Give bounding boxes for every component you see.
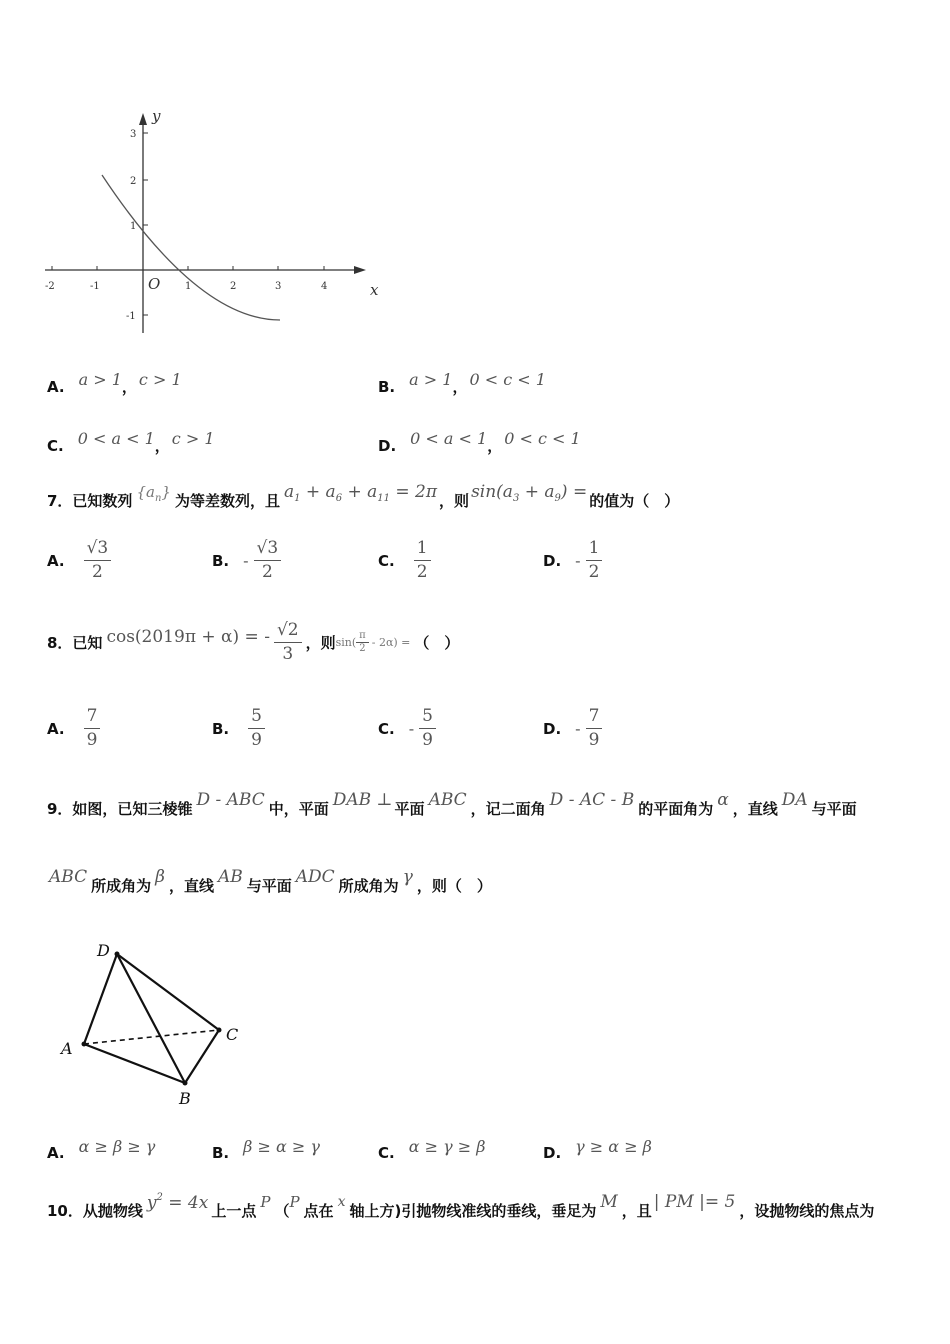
- q7-cond-part: a: [283, 482, 295, 502]
- q9-text: ，直线: [168, 876, 214, 895]
- fraction-denominator: 2: [416, 562, 428, 582]
- q9-option-c[interactable]: [378, 1130, 486, 1162]
- q7-cond-part: + a: [347, 482, 378, 502]
- comma: ，: [452, 378, 468, 396]
- q9-text: 平面: [394, 799, 425, 818]
- vertex-d: [115, 952, 120, 957]
- option-label: C.: [378, 719, 395, 738]
- option-expr: α ≥ γ ≥ β: [408, 1136, 486, 1156]
- function-curve: [102, 175, 280, 320]
- option-sign: -: [575, 719, 581, 738]
- option-sign: -: [575, 551, 581, 570]
- q7-option-c[interactable]: [378, 540, 431, 581]
- q8-expr-left: sin(: [335, 636, 357, 649]
- x-axis-arrow: [354, 266, 366, 274]
- option-fraction: [84, 540, 112, 581]
- option-expr: α ≥ β ≥ γ: [78, 1136, 156, 1156]
- q9-text: 与平面: [811, 799, 857, 818]
- q9-text: 所成角为: [338, 876, 399, 895]
- option-label: B.: [212, 1144, 230, 1162]
- option-label: D.: [543, 551, 562, 570]
- vertex-a: [82, 1042, 87, 1047]
- y-axis-label: y: [152, 107, 161, 125]
- fraction-numerator: 5: [248, 708, 265, 729]
- x-tick-label: -2: [45, 281, 55, 292]
- option-fraction: [419, 708, 436, 749]
- option-fraction: [254, 540, 282, 581]
- edge-dc: [117, 954, 219, 1030]
- q8-option-c[interactable]: [378, 708, 436, 749]
- q7-expression: [471, 482, 587, 504]
- q9-text: 的平面角为: [638, 799, 714, 818]
- q9-text: ，则（ ）: [416, 876, 492, 895]
- q9-math: ABC: [428, 790, 467, 810]
- edge-db: [117, 954, 185, 1083]
- q10-math-part: = 4x: [168, 1192, 209, 1213]
- q7-seq: $\{a_n\}$: [136, 482, 171, 504]
- fraction-numerator: √2: [274, 622, 302, 643]
- option-expr-c: 0 < c < 1: [504, 429, 581, 448]
- q10-math: [147, 1192, 208, 1213]
- option-label: B.: [212, 551, 230, 570]
- x-tick-label: 3: [275, 281, 282, 292]
- option-label: D.: [378, 436, 397, 455]
- q7-seq-term: a: [146, 482, 155, 501]
- q9-text: ，记二面角: [470, 799, 546, 818]
- fraction-numerator: 7: [586, 708, 603, 729]
- y-tick-label: -1: [126, 311, 136, 322]
- q7-option-b[interactable]: [212, 540, 281, 581]
- q8-option-d[interactable]: [543, 708, 602, 749]
- q7-stem: [47, 480, 679, 520]
- q10-math: M: [600, 1192, 618, 1212]
- q10-text: 10．从抛物线: [47, 1201, 143, 1220]
- comma: ，: [154, 437, 170, 455]
- comma: ，: [121, 378, 137, 396]
- q6-option-b[interactable]: [378, 362, 546, 397]
- q7-expr-sub: 3: [512, 493, 520, 504]
- option-label: D.: [543, 719, 562, 738]
- q6-option-d[interactable]: [378, 421, 581, 456]
- q9-math: ADC: [295, 867, 335, 887]
- q6-option-a[interactable]: [47, 362, 182, 397]
- q7-seq-sub: n: [154, 492, 162, 504]
- option-fraction: [586, 708, 603, 749]
- origin-label: O: [148, 275, 161, 293]
- option-expr: β ≥ α ≥ γ: [243, 1136, 320, 1156]
- q7-expr-part: + a: [524, 482, 555, 502]
- q9-math: DA: [781, 790, 808, 810]
- q7-text: ，则: [439, 491, 470, 510]
- q8-option-b[interactable]: [212, 708, 265, 749]
- option-label: C.: [378, 1144, 395, 1162]
- q9-math: ABC: [49, 867, 88, 887]
- fraction-denominator: 2: [261, 562, 273, 582]
- q8-stem: [47, 622, 459, 663]
- vertex-c: [217, 1028, 222, 1033]
- edge-ab: [84, 1044, 185, 1083]
- q9-math: γ: [402, 867, 413, 887]
- q10-text: ，且: [621, 1201, 652, 1220]
- option-label: A.: [47, 1144, 65, 1162]
- q9-option-d[interactable]: [543, 1130, 652, 1162]
- vertex-label-c: C: [226, 1025, 239, 1044]
- q9-option-a[interactable]: [47, 1130, 155, 1162]
- q10-math: P: [260, 1193, 271, 1211]
- y-axis-arrow: [139, 113, 147, 125]
- comma: ，: [487, 437, 503, 455]
- x-axis-label: x: [370, 281, 379, 299]
- q8-text: 8．已知: [47, 634, 103, 652]
- q7-expr-sub: 9: [554, 493, 561, 504]
- q9-option-b[interactable]: [212, 1130, 320, 1162]
- option-expr-a: a > 1: [409, 370, 453, 389]
- option-label: A.: [47, 719, 65, 738]
- fraction-denominator: 9: [422, 730, 433, 750]
- fraction-numerator: 1: [414, 540, 431, 561]
- vertex-label-d: D: [97, 941, 110, 960]
- option-label: A.: [47, 551, 65, 570]
- q8-text: ，则: [305, 634, 336, 652]
- option-sign: -: [408, 719, 415, 738]
- q9-math: β: [155, 867, 165, 887]
- x-tick-label: 4: [321, 281, 328, 292]
- q7-cond-sub: 1: [294, 493, 301, 504]
- q10-math: x: [337, 1194, 346, 1210]
- option-expr-a: a > 1: [78, 370, 122, 389]
- pyramid-figure: [55, 938, 255, 1113]
- vertex-label-b: B: [179, 1089, 191, 1108]
- vertex-label-a: A: [61, 1039, 73, 1058]
- q9-text: 9．如图，已知三棱锥: [47, 799, 193, 818]
- option-label: D.: [543, 1144, 562, 1162]
- q7-cond-sub: 11: [377, 493, 390, 504]
- q6-option-c[interactable]: [47, 421, 215, 456]
- option-expr-a: 0 < a < 1: [410, 429, 488, 448]
- fraction-denominator: 9: [251, 730, 262, 750]
- y-tick-label: 3: [130, 129, 137, 140]
- option-expr-c: c > 1: [138, 370, 182, 389]
- q9-math: AB: [217, 867, 243, 887]
- fraction-numerator: √3: [84, 540, 112, 561]
- q9-text: 与平面: [246, 876, 292, 895]
- option-label: B.: [378, 377, 396, 396]
- option-fraction: [84, 708, 101, 749]
- q9-math: D - ABC: [196, 790, 265, 810]
- option-sign: -: [243, 551, 249, 570]
- q10-text: ，设抛物线的焦点为: [739, 1201, 875, 1220]
- option-label: B.: [212, 719, 230, 738]
- q7-option-d[interactable]: [543, 540, 602, 581]
- q7-expr-part: ) =: [560, 482, 588, 502]
- option-label: C.: [378, 551, 395, 570]
- fraction-numerator: 7: [84, 708, 101, 729]
- q8-option-a[interactable]: [47, 708, 100, 749]
- q7-expr-part: sin(a: [471, 482, 513, 502]
- fraction-denominator: 3: [282, 644, 294, 664]
- q10-text: 点在: [303, 1201, 334, 1220]
- q8-expr-right: - 2α) =: [371, 636, 411, 649]
- option-expr: γ ≥ α ≥ β: [575, 1136, 652, 1156]
- q7-text: 的值为（ ）: [589, 491, 680, 510]
- option-expr-c: 0 < c < 1: [469, 370, 546, 389]
- option-fraction: [586, 540, 603, 581]
- q10-math: | PM |= 5: [653, 1192, 736, 1212]
- q7-condition: [284, 482, 437, 504]
- edge-bc: [185, 1030, 219, 1083]
- q7-cond-part: + a: [305, 482, 336, 502]
- q10-math-part: y: [146, 1192, 157, 1213]
- q9-text: ，直线: [732, 799, 778, 818]
- fraction-denominator: 9: [588, 730, 600, 750]
- q8-expr-fraction: [356, 631, 369, 654]
- q9-math: DAB ⊥: [332, 790, 393, 810]
- q7-text: 为等差数列，且: [174, 491, 280, 510]
- fraction-numerator: 5: [419, 708, 436, 729]
- q8-condition-left: cos(2019π + α) = -: [106, 626, 270, 647]
- q9-math: α: [717, 790, 729, 810]
- fraction-numerator: π: [356, 631, 369, 643]
- fraction-denominator: 2: [359, 643, 366, 654]
- option-label: A.: [47, 377, 65, 396]
- y-tick-label: 2: [130, 176, 137, 187]
- option-expr-c: c > 1: [171, 429, 215, 448]
- q9-stem-line2: [47, 867, 492, 903]
- q10-stem: [47, 1192, 874, 1228]
- q9-text: 所成角为: [91, 876, 152, 895]
- fraction-numerator: √3: [254, 540, 282, 561]
- q10-math: P: [289, 1193, 300, 1211]
- edge-da: [84, 954, 117, 1044]
- q10-math-sup: 2: [156, 1191, 163, 1203]
- x-tick-label: 1: [185, 281, 192, 292]
- q8-text: （ ）: [414, 634, 460, 652]
- q7-text: 7．已知数列: [47, 491, 133, 510]
- vertex-b: [183, 1081, 188, 1086]
- q9-math: D - AC - B: [549, 790, 635, 810]
- option-expr-a: 0 < a < 1: [77, 429, 155, 448]
- option-label: C.: [47, 436, 64, 455]
- q9-stem-line1: [47, 790, 857, 826]
- edge-ac-hidden: [84, 1030, 219, 1044]
- fraction-denominator: 9: [86, 730, 98, 750]
- q10-text: （: [274, 1201, 290, 1220]
- q7-cond-sub: 6: [335, 493, 343, 504]
- q8-condition-fraction: [274, 622, 302, 663]
- option-fraction: [414, 540, 431, 581]
- option-fraction: [248, 708, 265, 749]
- q10-text: 上一点: [211, 1201, 257, 1220]
- q7-option-a[interactable]: [47, 540, 111, 581]
- function-graph: [40, 105, 390, 340]
- fraction-numerator: 1: [586, 540, 603, 561]
- fraction-denominator: 2: [588, 562, 600, 582]
- q10-text: 轴上方)引抛物线准线的垂线，垂足为: [349, 1201, 597, 1220]
- x-tick-label: 2: [230, 281, 237, 292]
- fraction-denominator: 2: [92, 562, 103, 582]
- q9-text: 中，平面: [268, 799, 329, 818]
- q7-cond-part: = 2π: [395, 482, 438, 502]
- y-tick-label: 1: [130, 221, 137, 232]
- x-tick-label: -1: [90, 281, 100, 292]
